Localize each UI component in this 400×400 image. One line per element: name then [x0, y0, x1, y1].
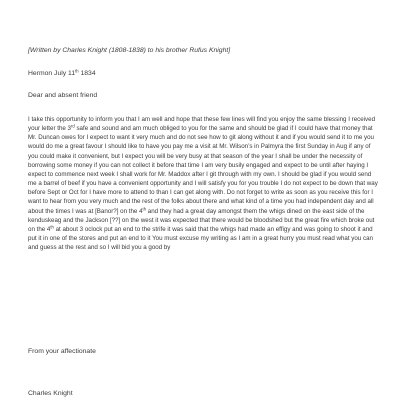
ordinal-rd: rd: [71, 123, 75, 129]
body-part-1: I take this opportunity to inform you that I am well and hope that these few lines will find you enjoy the same blessing I received your letter the 3: [28, 116, 376, 133]
dateline-year: 1834: [78, 70, 96, 77]
greeting: Dear and absent friend: [28, 92, 98, 99]
body-part-3: and they had a great day amongst them the whigs dined on the east side of the kenduskeag and the Jackson [??] on the west it was expected that there would be bloodshed but the great fire which broke out on the 4: [28, 207, 375, 233]
dateline: [28, 70, 378, 77]
letter-body: [28, 115, 378, 252]
body-part-4: at about 3 oclock put an end to the strife it was said that the whigs had made an effigy and was going to shoot it and put it in one of the stores and put an end to it You must excuse my writing as I am in a great hurry you must read what you can and guess at the rest and so I will bid you a good by: [28, 225, 373, 252]
editorial-note: [Written by Charles Knight (1808-1838) to his brother Rufus Knight]: [28, 47, 231, 54]
ordinal-th-2: th: [50, 224, 54, 230]
closing: From your affectionate: [28, 348, 96, 355]
dateline-place-month: Hermon July 11: [28, 70, 76, 77]
body-part-2: safe and sound and am much obliged to you for the same and should be glad if I could have that money that Mr. Duncan owes for I expect to want it very much and do not see how to git along without it and if you would send it to me you would do me a great favour I should like to have you pay me a visit at Mr. Wilson’s in Palmyra the first Sunday in Aug if any of you could make it convenient, but I expect you will be very busy at that season of the year I shall be under the necessity of borrowing some money if you can not collect it before that time I am very busily engaged and expect to be until after haying I expect to commence next week I shall work for Mr. Maddox after I git through with my own. I should be glad if you would send me a barrel of beef if you have a convenient opportunity and I will satisfy you for you trouble I do not expect to be down that way before Sept or Oct for I have more to attend to than I can get along with. Do not forget to write as soon as you receive this for I want to hear from you very much and the rest of the folks about there and what kind of a time you had independent day and all about the times I was at [Banor?] on the 4: [28, 125, 378, 215]
dateline-ordinal: th: [75, 68, 79, 74]
signature: Charles Knight: [28, 390, 73, 397]
ordinal-th-1: th: [142, 205, 147, 211]
